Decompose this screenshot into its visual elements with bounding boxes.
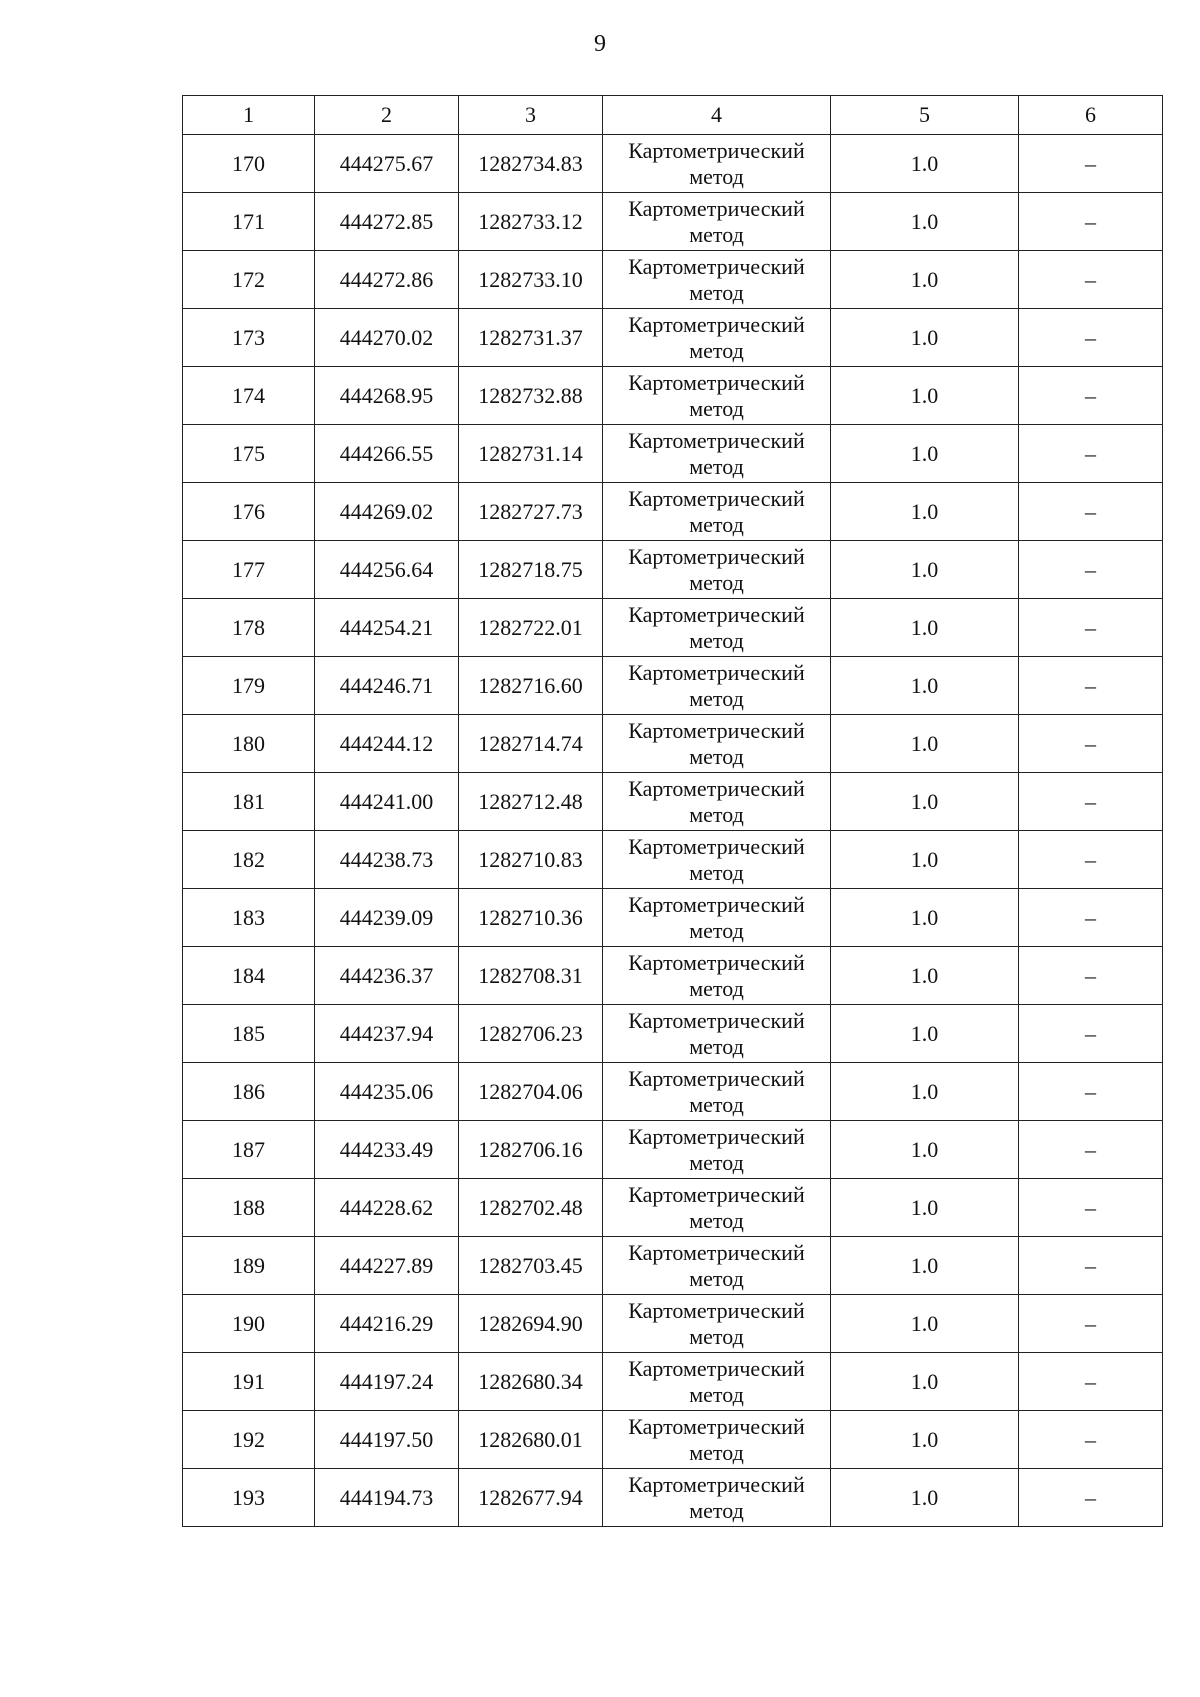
table-row xyxy=(183,425,1163,483)
description-cell: – xyxy=(1019,367,1163,425)
page-number: 9 xyxy=(594,31,606,57)
table-row xyxy=(183,1411,1163,1469)
header-col-5: 5 xyxy=(831,96,1019,135)
description-cell: – xyxy=(1019,309,1163,367)
y-coordinate-cell: 1282712.48 xyxy=(459,773,603,831)
accuracy-cell: 1.0 xyxy=(831,541,1019,599)
description-cell: – xyxy=(1019,541,1163,599)
y-coordinate-cell: 1282694.90 xyxy=(459,1295,603,1353)
y-coordinate-cell: 1282731.37 xyxy=(459,309,603,367)
point-number-cell: 193 xyxy=(183,1469,315,1527)
point-number-cell: 173 xyxy=(183,309,315,367)
header-col-6: 6 xyxy=(1019,96,1163,135)
table-row xyxy=(183,889,1163,947)
table-row xyxy=(183,831,1163,889)
method-cell: Картометрический метод xyxy=(603,947,831,1005)
accuracy-cell: 1.0 xyxy=(831,367,1019,425)
y-coordinate-cell: 1282716.60 xyxy=(459,657,603,715)
method-cell: Картометрический метод xyxy=(603,367,831,425)
table-row xyxy=(183,135,1163,193)
accuracy-cell: 1.0 xyxy=(831,251,1019,309)
header-col-3: 3 xyxy=(459,96,603,135)
description-cell: – xyxy=(1019,947,1163,1005)
x-coordinate-cell: 444244.12 xyxy=(315,715,459,773)
y-coordinate-cell: 1282718.75 xyxy=(459,541,603,599)
y-coordinate-cell: 1282703.45 xyxy=(459,1237,603,1295)
description-cell: – xyxy=(1019,1005,1163,1063)
accuracy-cell: 1.0 xyxy=(831,1295,1019,1353)
y-coordinate-cell: 1282677.94 xyxy=(459,1469,603,1527)
table-row xyxy=(183,715,1163,773)
table-row xyxy=(183,1121,1163,1179)
x-coordinate-cell: 444275.67 xyxy=(315,135,459,193)
x-coordinate-cell: 444237.94 xyxy=(315,1005,459,1063)
table-header xyxy=(183,96,1163,135)
accuracy-cell: 1.0 xyxy=(831,1411,1019,1469)
table-body xyxy=(183,135,1163,1527)
description-cell: – xyxy=(1019,483,1163,541)
description-cell: – xyxy=(1019,251,1163,309)
method-cell: Картометрический метод xyxy=(603,1353,831,1411)
table-row xyxy=(183,1469,1163,1527)
point-number-cell: 188 xyxy=(183,1179,315,1237)
table-row xyxy=(183,1179,1163,1237)
point-number-cell: 172 xyxy=(183,251,315,309)
x-coordinate-cell: 444269.02 xyxy=(315,483,459,541)
table-row xyxy=(183,309,1163,367)
method-cell: Картометрический метод xyxy=(603,599,831,657)
x-coordinate-cell: 444233.49 xyxy=(315,1121,459,1179)
description-cell: – xyxy=(1019,715,1163,773)
y-coordinate-cell: 1282710.83 xyxy=(459,831,603,889)
x-coordinate-cell: 444236.37 xyxy=(315,947,459,1005)
coordinates-table xyxy=(182,95,1163,1527)
point-number-cell: 186 xyxy=(183,1063,315,1121)
description-cell: – xyxy=(1019,1411,1163,1469)
description-cell: – xyxy=(1019,657,1163,715)
method-cell: Картометрический метод xyxy=(603,483,831,541)
accuracy-cell: 1.0 xyxy=(831,1005,1019,1063)
table-row xyxy=(183,1063,1163,1121)
accuracy-cell: 1.0 xyxy=(831,1469,1019,1527)
x-coordinate-cell: 444256.64 xyxy=(315,541,459,599)
table-row xyxy=(183,1005,1163,1063)
y-coordinate-cell: 1282733.10 xyxy=(459,251,603,309)
point-number-cell: 191 xyxy=(183,1353,315,1411)
accuracy-cell: 1.0 xyxy=(831,309,1019,367)
method-cell: Картометрический метод xyxy=(603,425,831,483)
accuracy-cell: 1.0 xyxy=(831,947,1019,1005)
point-number-cell: 178 xyxy=(183,599,315,657)
method-cell: Картометрический метод xyxy=(603,773,831,831)
point-number-cell: 185 xyxy=(183,1005,315,1063)
point-number-cell: 182 xyxy=(183,831,315,889)
table-row xyxy=(183,947,1163,1005)
header-col-2: 2 xyxy=(315,96,459,135)
method-cell: Картометрический метод xyxy=(603,1237,831,1295)
y-coordinate-cell: 1282722.01 xyxy=(459,599,603,657)
method-cell: Картометрический метод xyxy=(603,1063,831,1121)
accuracy-cell: 1.0 xyxy=(831,715,1019,773)
point-number-cell: 174 xyxy=(183,367,315,425)
point-number-cell: 183 xyxy=(183,889,315,947)
y-coordinate-cell: 1282680.34 xyxy=(459,1353,603,1411)
accuracy-cell: 1.0 xyxy=(831,831,1019,889)
accuracy-cell: 1.0 xyxy=(831,193,1019,251)
y-coordinate-cell: 1282710.36 xyxy=(459,889,603,947)
y-coordinate-cell: 1282706.16 xyxy=(459,1121,603,1179)
method-cell: Картометрический метод xyxy=(603,1295,831,1353)
accuracy-cell: 1.0 xyxy=(831,135,1019,193)
x-coordinate-cell: 444266.55 xyxy=(315,425,459,483)
x-coordinate-cell: 444227.89 xyxy=(315,1237,459,1295)
table-row xyxy=(183,657,1163,715)
accuracy-cell: 1.0 xyxy=(831,599,1019,657)
point-number-cell: 176 xyxy=(183,483,315,541)
point-number-cell: 180 xyxy=(183,715,315,773)
y-coordinate-cell: 1282727.73 xyxy=(459,483,603,541)
method-cell: Картометрический метод xyxy=(603,831,831,889)
method-cell: Картометрический метод xyxy=(603,1469,831,1527)
point-number-cell: 181 xyxy=(183,773,315,831)
point-number-cell: 189 xyxy=(183,1237,315,1295)
accuracy-cell: 1.0 xyxy=(831,483,1019,541)
accuracy-cell: 1.0 xyxy=(831,1063,1019,1121)
description-cell: – xyxy=(1019,1237,1163,1295)
x-coordinate-cell: 444194.73 xyxy=(315,1469,459,1527)
table-row xyxy=(183,367,1163,425)
x-coordinate-cell: 444216.29 xyxy=(315,1295,459,1353)
x-coordinate-cell: 444235.06 xyxy=(315,1063,459,1121)
method-cell: Картометрический метод xyxy=(603,135,831,193)
table-row xyxy=(183,599,1163,657)
accuracy-cell: 1.0 xyxy=(831,1121,1019,1179)
point-number-cell: 171 xyxy=(183,193,315,251)
accuracy-cell: 1.0 xyxy=(831,657,1019,715)
x-coordinate-cell: 444270.02 xyxy=(315,309,459,367)
y-coordinate-cell: 1282708.31 xyxy=(459,947,603,1005)
point-number-cell: 187 xyxy=(183,1121,315,1179)
x-coordinate-cell: 444239.09 xyxy=(315,889,459,947)
method-cell: Картометрический метод xyxy=(603,1121,831,1179)
header-row xyxy=(183,96,1163,135)
point-number-cell: 184 xyxy=(183,947,315,1005)
y-coordinate-cell: 1282706.23 xyxy=(459,1005,603,1063)
method-cell: Картометрический метод xyxy=(603,1179,831,1237)
description-cell: – xyxy=(1019,1121,1163,1179)
method-cell: Картометрический метод xyxy=(603,309,831,367)
y-coordinate-cell: 1282733.12 xyxy=(459,193,603,251)
description-cell: – xyxy=(1019,425,1163,483)
accuracy-cell: 1.0 xyxy=(831,1179,1019,1237)
table-row xyxy=(183,1353,1163,1411)
point-number-cell: 175 xyxy=(183,425,315,483)
point-number-cell: 179 xyxy=(183,657,315,715)
header-col-1: 1 xyxy=(183,96,315,135)
method-cell: Картометрический метод xyxy=(603,193,831,251)
description-cell: – xyxy=(1019,773,1163,831)
method-cell: Картометрический метод xyxy=(603,1411,831,1469)
description-cell: – xyxy=(1019,1469,1163,1527)
y-coordinate-cell: 1282704.06 xyxy=(459,1063,603,1121)
method-cell: Картометрический метод xyxy=(603,251,831,309)
table-row xyxy=(183,251,1163,309)
y-coordinate-cell: 1282731.14 xyxy=(459,425,603,483)
method-cell: Картометрический метод xyxy=(603,889,831,947)
accuracy-cell: 1.0 xyxy=(831,1353,1019,1411)
table-row xyxy=(183,1295,1163,1353)
description-cell: – xyxy=(1019,1295,1163,1353)
description-cell: – xyxy=(1019,135,1163,193)
point-number-cell: 170 xyxy=(183,135,315,193)
description-cell: – xyxy=(1019,1179,1163,1237)
description-cell: – xyxy=(1019,1063,1163,1121)
accuracy-cell: 1.0 xyxy=(831,889,1019,947)
table-row xyxy=(183,1237,1163,1295)
description-cell: – xyxy=(1019,889,1163,947)
y-coordinate-cell: 1282734.83 xyxy=(459,135,603,193)
x-coordinate-cell: 444197.24 xyxy=(315,1353,459,1411)
y-coordinate-cell: 1282680.01 xyxy=(459,1411,603,1469)
accuracy-cell: 1.0 xyxy=(831,773,1019,831)
header-col-4: 4 xyxy=(603,96,831,135)
description-cell: – xyxy=(1019,599,1163,657)
x-coordinate-cell: 444238.73 xyxy=(315,831,459,889)
table-row xyxy=(183,541,1163,599)
accuracy-cell: 1.0 xyxy=(831,425,1019,483)
x-coordinate-cell: 444241.00 xyxy=(315,773,459,831)
y-coordinate-cell: 1282714.74 xyxy=(459,715,603,773)
y-coordinate-cell: 1282702.48 xyxy=(459,1179,603,1237)
method-cell: Картометрический метод xyxy=(603,541,831,599)
method-cell: Картометрический метод xyxy=(603,657,831,715)
table-row xyxy=(183,193,1163,251)
x-coordinate-cell: 444197.50 xyxy=(315,1411,459,1469)
point-number-cell: 190 xyxy=(183,1295,315,1353)
method-cell: Картометрический метод xyxy=(603,715,831,773)
x-coordinate-cell: 444272.85 xyxy=(315,193,459,251)
x-coordinate-cell: 444268.95 xyxy=(315,367,459,425)
point-number-cell: 177 xyxy=(183,541,315,599)
method-cell: Картометрический метод xyxy=(603,1005,831,1063)
point-number-cell: 192 xyxy=(183,1411,315,1469)
x-coordinate-cell: 444228.62 xyxy=(315,1179,459,1237)
accuracy-cell: 1.0 xyxy=(831,1237,1019,1295)
description-cell: – xyxy=(1019,193,1163,251)
description-cell: – xyxy=(1019,1353,1163,1411)
x-coordinate-cell: 444254.21 xyxy=(315,599,459,657)
description-cell: – xyxy=(1019,831,1163,889)
y-coordinate-cell: 1282732.88 xyxy=(459,367,603,425)
x-coordinate-cell: 444272.86 xyxy=(315,251,459,309)
table-row xyxy=(183,483,1163,541)
x-coordinate-cell: 444246.71 xyxy=(315,657,459,715)
table-row xyxy=(183,773,1163,831)
